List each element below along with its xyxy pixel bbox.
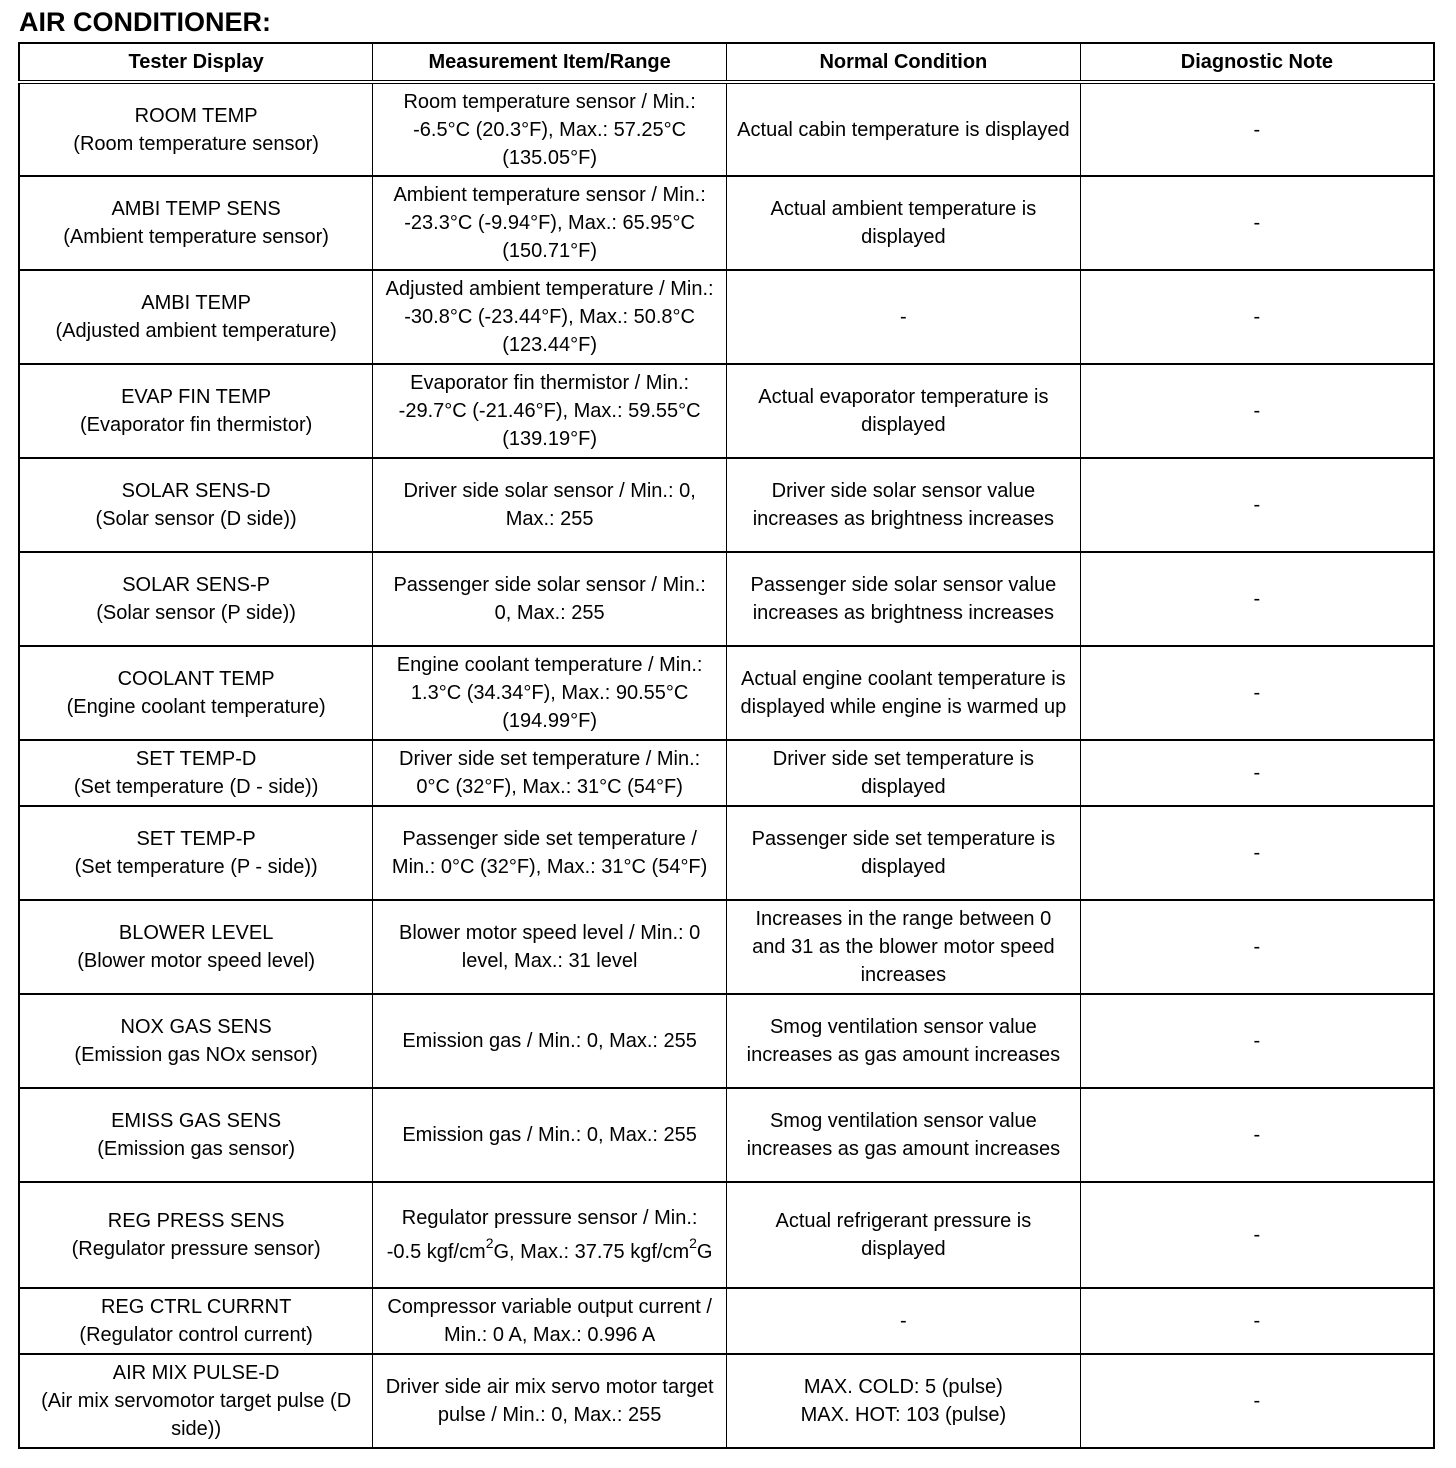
superscript: 2	[485, 1235, 494, 1252]
tester-display-cell	[19, 1088, 373, 1182]
measurement-cell: Adjusted ambient temperature / Min.: -30.8°C (-23.44°F), Max.: 50.8°C (123.44°F)	[373, 270, 727, 364]
header-tester-display: Tester Display	[19, 43, 373, 82]
diagnostic-note-cell: -	[1080, 82, 1434, 176]
table-row	[19, 176, 1434, 270]
measurement-cell: Driver side solar sensor / Min.: 0, Max.: 255	[373, 458, 727, 552]
tester-code: BLOWER LEVEL	[118, 922, 274, 944]
tester-display-cell	[19, 364, 373, 458]
normal-line: MAX. COLD: 5 (pulse)	[803, 1376, 1003, 1398]
superscript: 2	[689, 1235, 697, 1252]
measurement-cell	[373, 1182, 727, 1288]
normal-condition-cell: Driver side set temperature is displayed	[727, 740, 1081, 806]
diagnostic-note-cell: -	[1080, 364, 1434, 458]
table-row	[19, 364, 1434, 458]
tester-desc: (Set temperature (P - side))	[74, 856, 318, 878]
normal-condition-cell	[727, 1354, 1081, 1448]
normal-condition-cell: Actual refrigerant pressure is displayed	[727, 1182, 1081, 1288]
diagnostic-note-cell: -	[1080, 270, 1434, 364]
diagnostic-note-cell: -	[1080, 900, 1434, 994]
table-row	[19, 806, 1434, 900]
table-row	[19, 1182, 1434, 1288]
tester-display-cell	[19, 552, 373, 646]
diagnostic-note-cell: -	[1080, 806, 1434, 900]
tester-desc: (Set temperature (D - side))	[73, 776, 319, 798]
table-row	[19, 82, 1434, 176]
measurement-cell: Driver side air mix servo motor target pulse / Min.: 0, Max.: 255	[373, 1354, 727, 1448]
tester-display-cell	[19, 270, 373, 364]
measurement-cell: Engine coolant temperature / Min.: 1.3°C (34.34°F), Max.: 90.55°C (194.99°F)	[373, 646, 727, 740]
tester-desc: (Ambient temperature sensor)	[63, 226, 329, 248]
tester-code: NOX GAS SENS	[120, 1016, 272, 1038]
tester-code: SOLAR SENS-D	[121, 480, 271, 502]
normal-condition-cell: -	[727, 270, 1081, 364]
normal-condition-cell: Actual cabin temperature is displayed	[727, 82, 1081, 176]
page-title: AIR CONDITIONER:	[19, 7, 271, 37]
measurement-cell: Passenger side set temperature / Min.: 0°C (32°F), Max.: 31°C (54°F)	[373, 806, 727, 900]
measurement-cell: Passenger side solar sensor / Min.: 0, Max.: 255	[373, 552, 727, 646]
measure-part: G, Max.: 37.75 kgf/cm	[493, 1241, 690, 1263]
normal-condition-cell: Passenger side set temperature is displayed	[727, 806, 1081, 900]
tester-display-cell	[19, 82, 373, 176]
tester-desc: (Engine coolant temperature)	[66, 696, 326, 718]
tester-code: SET TEMP-D	[135, 748, 257, 770]
measurement-cell: Room temperature sensor / Min.: -6.5°C (20.3°F), Max.: 57.25°C (135.05°F)	[373, 82, 727, 176]
normal-condition-cell: Smog ventilation sensor value increases as gas amount increases	[727, 1088, 1081, 1182]
normal-condition-cell: Smog ventilation sensor value increases as gas amount increases	[727, 994, 1081, 1088]
tester-code: AMBI TEMP	[141, 292, 251, 314]
measurement-cell: Blower motor speed level / Min.: 0 level, Max.: 31 level	[373, 900, 727, 994]
diagnostic-note-cell: -	[1080, 1288, 1434, 1354]
tester-code: EMISS GAS SENS	[111, 1110, 282, 1132]
tester-display-cell	[19, 176, 373, 270]
measure-part: Regulator pressure sensor / Min.: -0.5 kgf/cm	[386, 1207, 698, 1263]
normal-condition-cell: Passenger side solar sensor value increases as brightness increases	[727, 552, 1081, 646]
table-row	[19, 270, 1434, 364]
diagnostic-note-cell: -	[1080, 1182, 1434, 1288]
normal-line: MAX. HOT: 103 (pulse)	[800, 1404, 1007, 1426]
tester-display-cell	[19, 740, 373, 806]
measurement-cell: Ambient temperature sensor / Min.: -23.3°C (-9.94°F), Max.: 65.95°C (150.71°F)	[373, 176, 727, 270]
normal-condition-cell: Driver side solar sensor value increases as brightness increases	[727, 458, 1081, 552]
diagnostic-note-cell: -	[1080, 994, 1434, 1088]
normal-condition-cell: Actual ambient temperature is displayed	[727, 176, 1081, 270]
tester-desc: (Evaporator fin thermistor)	[79, 414, 313, 436]
diagnostic-note-cell: -	[1080, 1354, 1434, 1448]
tester-display-cell	[19, 646, 373, 740]
header-diagnostic-note: Diagnostic Note	[1080, 43, 1434, 82]
table-row	[19, 1288, 1434, 1354]
tester-code: EVAP FIN TEMP	[121, 386, 272, 408]
table-row	[19, 1088, 1434, 1182]
table-row	[19, 1354, 1434, 1448]
tester-desc: (Emission gas sensor)	[97, 1138, 296, 1160]
measurement-cell: Evaporator fin thermistor / Min.: -29.7°C (-21.46°F), Max.: 59.55°C (139.19°F)	[373, 364, 727, 458]
tester-code: AMBI TEMP SENS	[111, 198, 281, 220]
diagnostic-note-cell: -	[1080, 552, 1434, 646]
tester-desc: (Solar sensor (D side))	[95, 508, 297, 530]
tester-display-cell	[19, 458, 373, 552]
tester-code: ROOM TEMP	[134, 104, 258, 127]
diagnostic-note-cell: -	[1080, 458, 1434, 552]
table-row	[19, 552, 1434, 646]
normal-condition-cell: Increases in the range between 0 and 31 as the blower motor speed increases	[727, 900, 1081, 994]
tester-display-cell	[19, 994, 373, 1088]
table-row	[19, 646, 1434, 740]
data-list-table	[18, 42, 1435, 1449]
header-measurement: Measurement Item/Range	[373, 43, 727, 82]
tester-code: SET TEMP-P	[136, 828, 256, 850]
measurement-cell: Driver side set temperature / Min.: 0°C (32°F), Max.: 31°C (54°F)	[373, 740, 727, 806]
tester-desc: (Room temperature sensor)	[73, 132, 319, 155]
tester-display-cell	[19, 900, 373, 994]
table-row	[19, 994, 1434, 1088]
tester-desc: (Regulator control current)	[79, 1324, 313, 1346]
diagnostic-note-cell: -	[1080, 1088, 1434, 1182]
diagnostic-note-cell: -	[1080, 176, 1434, 270]
table-row	[19, 458, 1434, 552]
table-header-row	[19, 43, 1434, 82]
tester-desc: (Adjusted ambient temperature)	[55, 320, 337, 342]
tester-display-cell	[19, 1354, 373, 1448]
tester-display-cell	[19, 806, 373, 900]
tester-desc: (Solar sensor (P side))	[96, 602, 296, 624]
tester-desc: (Air mix servomotor target pulse (D side))	[41, 1390, 352, 1440]
measure-part: G	[696, 1241, 713, 1263]
measurement-cell: Compressor variable output current / Min.: 0 A, Max.: 0.996 A	[373, 1288, 727, 1354]
tester-desc: (Regulator pressure sensor)	[71, 1238, 321, 1260]
table-row	[19, 900, 1434, 994]
normal-condition-cell: Actual engine coolant temperature is displayed while engine is warmed up	[727, 646, 1081, 740]
measurement-cell: Emission gas / Min.: 0, Max.: 255	[373, 1088, 727, 1182]
tester-display-cell	[19, 1288, 373, 1354]
table-row	[19, 740, 1434, 806]
header-normal-condition: Normal Condition	[727, 43, 1081, 82]
tester-code: SOLAR SENS-P	[122, 574, 271, 596]
tester-code: COOLANT TEMP	[117, 668, 275, 690]
tester-code: REG CTRL CURRNT	[100, 1296, 292, 1318]
tester-code: AIR MIX PULSE-D	[112, 1362, 280, 1384]
normal-condition-cell: -	[727, 1288, 1081, 1354]
tester-code: REG PRESS SENS	[107, 1210, 285, 1232]
tester-display-cell	[19, 1182, 373, 1288]
tester-desc: (Emission gas NOx sensor)	[74, 1044, 318, 1066]
tester-desc: (Blower motor speed level)	[77, 950, 316, 972]
diagnostic-note-cell: -	[1080, 740, 1434, 806]
diagnostic-note-cell: -	[1080, 646, 1434, 740]
normal-condition-cell: Actual evaporator temperature is displayed	[727, 364, 1081, 458]
measurement-cell: Emission gas / Min.: 0, Max.: 255	[373, 994, 727, 1088]
